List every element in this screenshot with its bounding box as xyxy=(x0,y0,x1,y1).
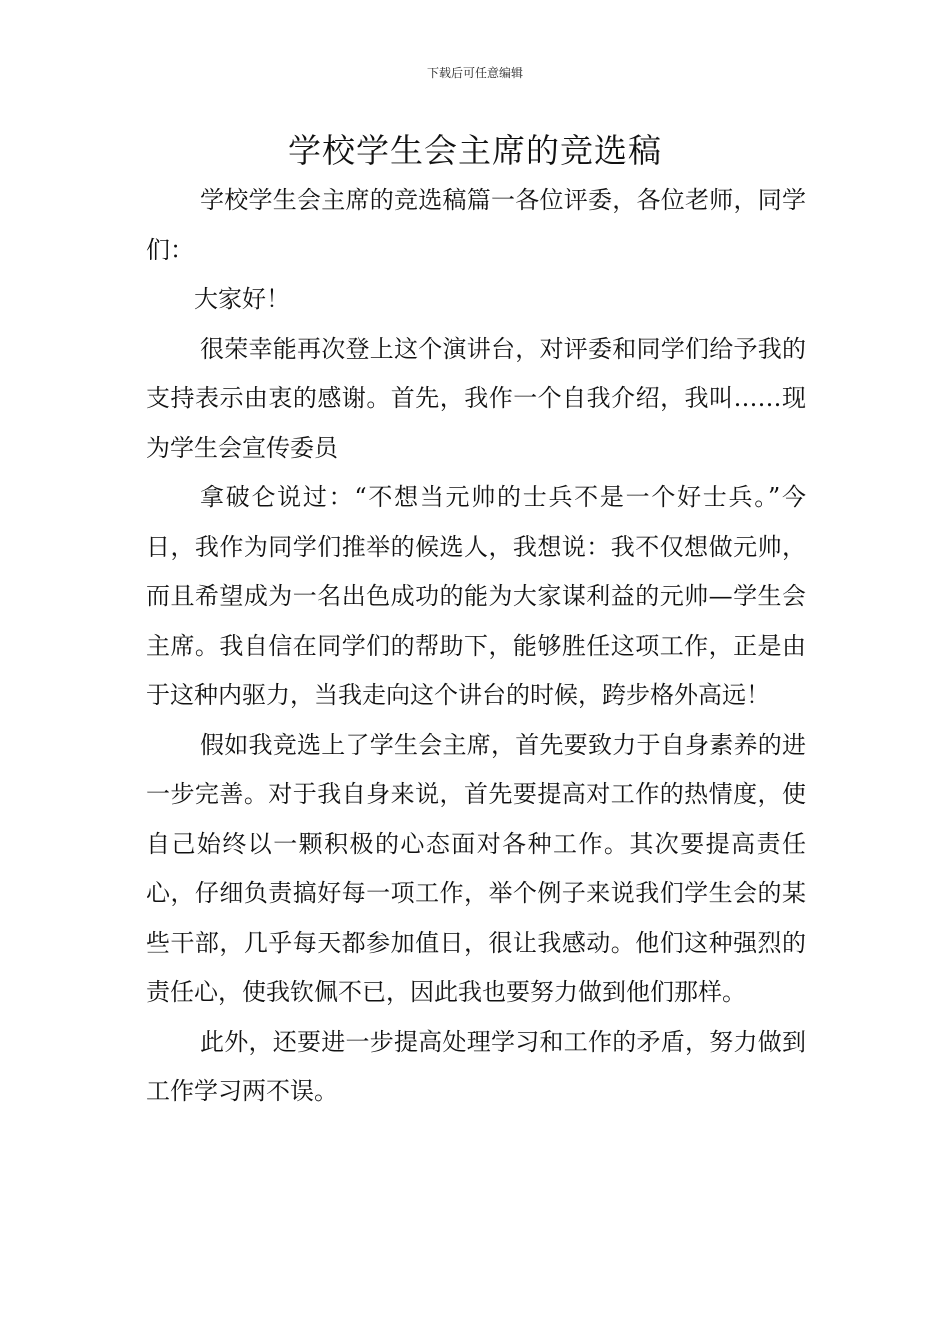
document-title: 学校学生会主席的竞选稿 xyxy=(288,131,662,170)
header-note: 下载后可任意编辑 xyxy=(426,66,523,80)
paragraph-self-improvement: 假如我竞选上了学生会主席，首先要致力于自身素养的进一步完善。对于我自身来说，首先要提高对工作的热情度，使自己始终以一颗积极的心态面对各种工作。其次要提高责任心，仔细负责搞好每一项工作，举个例子来说我们学生会的某些干部，几乎每天都参加值日，很让我感动。他们这种强烈的责任心，使我钦佩不已，因此我也要努力做到他们那样。 xyxy=(146,730,806,1006)
paragraph-introduction: 很荣幸能再次登上这个演讲台，对评委和同学们给予我的支持表示由衷的感谢。首先，我作一个自我介绍，我叫……现为学生会宣传委员 xyxy=(146,334,806,462)
paragraph-napoleon-quote: 拿破仑说过：“不想当元帅的士兵不是一个好士兵。”今日，我作为同学们推举的候选人，我想说：我不仅想做元帅，而且希望成为一名出色成功的能为大家谋利益的元帅—学生会主席。我自信在同学们的帮助下，能够胜任这项工作，正是由于这种内驱力，当我走向这个讲台的时候，跨步格外高远！ xyxy=(146,483,806,709)
paragraph-greeting: 大家好！ xyxy=(194,285,290,313)
document-body xyxy=(146,176,806,1117)
paragraph-study-work-balance: 此外，还要进一步提高处理学习和工作的矛盾，努力做到工作学习两不误。 xyxy=(146,1027,806,1105)
paragraph-opening: 学校学生会主席的竞选稿篇一各位评委，各位老师，同学们： xyxy=(146,186,806,264)
